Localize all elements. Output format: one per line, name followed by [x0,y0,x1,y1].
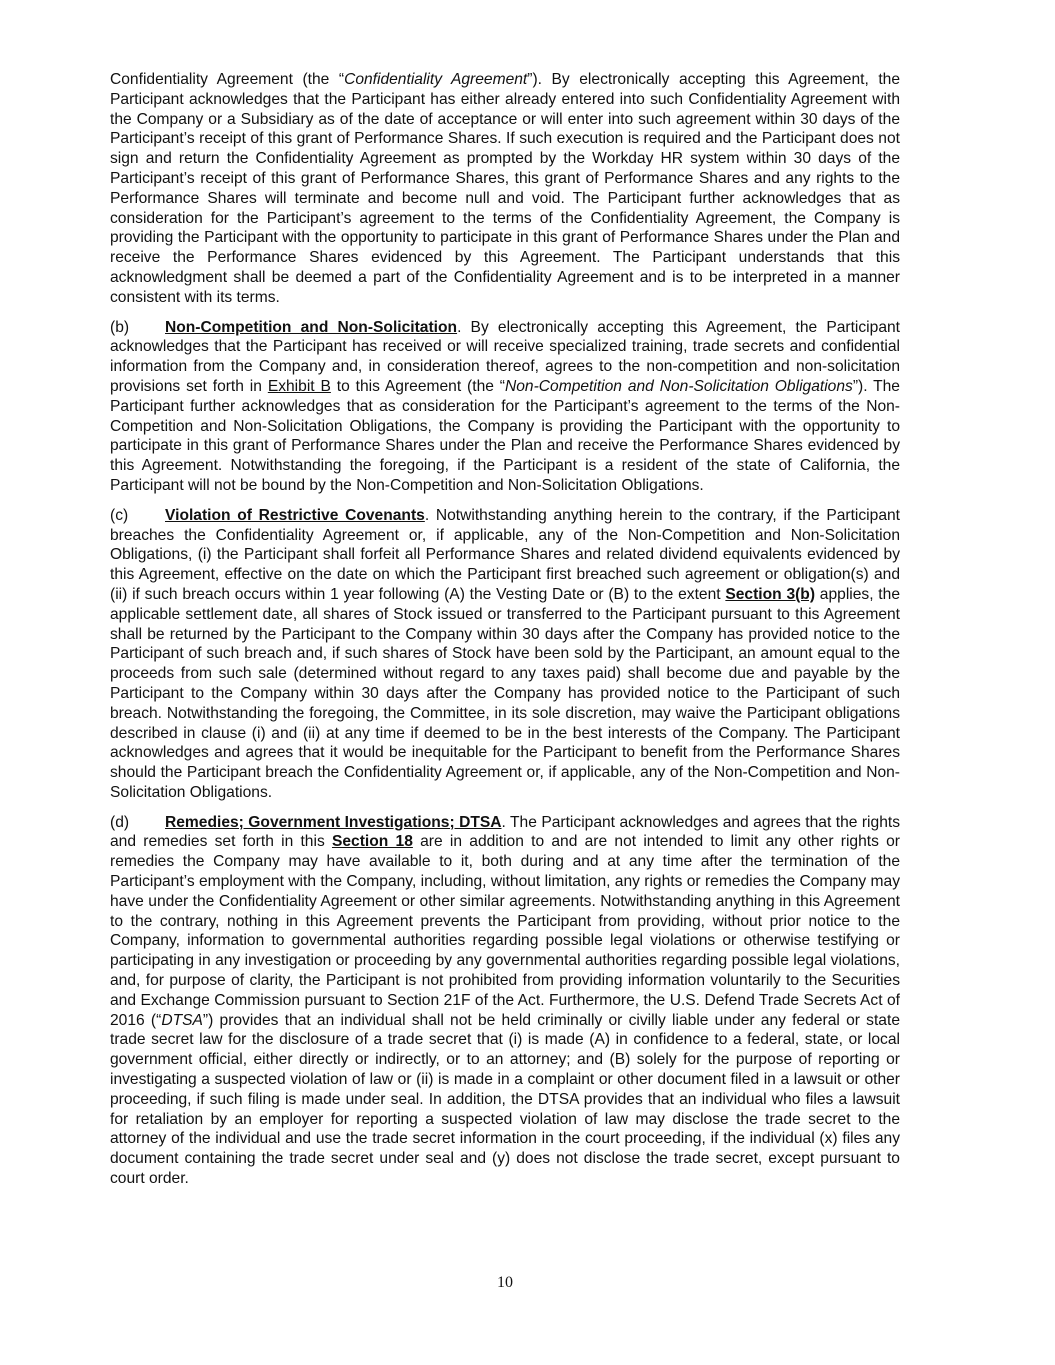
defined-term: Non-Competition and Non-Solicitation Obligations [504,377,853,395]
section-c-paragraph [110,506,900,803]
page-number: 10 [497,1274,513,1291]
section-heading: Remedies; Government Investigations; DTSA [165,813,502,831]
section-b-paragraph [110,318,900,496]
section-heading: Violation of Restrictive Covenants [165,506,425,524]
text-run: to this Agreement (the “ [330,377,505,395]
defined-term: Confidentiality Agreement [344,71,528,88]
text-run: applies, the applicable settlement date, all shares of Stock issued or transferred to the Participant pursuant to this Agreement shall be returned by the Participant to the Company within 30 days after the Company has provided notice to the Participant of such breach and, if such shares of Stock have been sold by the Participant, an amount equal to the proceeds from such sale (determined without regard to any taxes paid) shall become due and payable by the Participant to the Company within 30 days after the Company has provided notice to the Participant of such breach. Notwithstanding the foregoing, the Committee, in its sole discretion, may waive the Participant obligations described in clause (i) and (ii) at any time if deemed to be in the best interests of the Company. The Participant acknowledges and agrees that it would be inequitable for the Participant to benefit from the Performance Shares should the Participant breach the Confidentiality Agreement or, if applicable, any of the Non-Competition and Non-Solicitation Obligations. [110,585,900,801]
section-heading: Non-Competition and Non-Solicitation [165,318,458,336]
exhibit-reference: Exhibit B [267,377,331,395]
text-run: ”). The Participant further acknowledges that as consideration for the Participant’s agreement to the terms of the Non-Competition and Non-Solicitation Obligations, the Company is providing the Participant with the opportunity to participate in this grant of Performance Shares under the Plan and receive the Performance Shares evidenced by this Agreement. Notwithstanding the foregoing, if the Participant is a resident of the state of California, the Participant will not be bound by the Non-Competition and Non-Solicitation Obligations. [110,377,900,494]
defined-term: DTSA [161,1011,203,1029]
intro-paragraph [110,70,900,308]
section-d-paragraph [110,813,900,1189]
section-label: (b) [110,318,130,336]
text-run: . By electronically accepting this Agreement, the Participant acknowledges that the Participant has received or will receive specialized training, trade secrets and confidential information from the Company and, in consideration thereof, agrees to the non-competition and non-solicitation provisions set forth in [110,318,900,395]
section-reference: Section 3(b) [725,585,816,603]
text-run: are in addition to and are not intended to limit any other rights or remedies the Company may have available to it, both during and at any time after the termination of the Participant’s employment with the Company, including, without limitation, any rights or remedies the Company may have under the Confidentiality Agreement or other similar agreements. Notwithstanding anything in this Agreement to the contrary, nothing in this Agreement prevents the Participant from providing, without prior notice to the Company, information to governmental authorities regarding possible legal violations or otherwise testifying or participating in any investigation or proceeding by any governmental authorities regarding possible legal violations, and, for purpose of clarity, the Participant is not prohibited from providing information voluntarily to the Securities and Exchange Commission pursuant to Section 21F of the Act. Furthermore, the U.S. Defend Trade Secrets Act of 2016 (“ [110,833,900,1029]
section-reference: Section 18 [331,833,413,851]
document-body [110,70,900,1199]
text-run: ”). By electronically accepting this Agreement, the Participant acknowledges that the Participant has either already entered into such Confidentiality Agreement with the Company or a Subsidiary as of the date of acceptance or will enter into such agreement within 30 days of the Participant’s receipt of this grant of Performance Shares. If such execution is required and the Participant does not sign and return the Confidentiality Agreement as prompted by the Workday HR system within 30 days of the Participant’s receipt of this grant of Performance Shares, this grant of Performance Shares and any rights to the Performance Shares will terminate and become null and void. The Participant further acknowledges that as consideration for the Participant’s agreement to the terms of the Confidentiality Agreement, the Company is providing the Participant with the opportunity to participate in this grant of Performance Shares under the Plan and receive the Performance Shares evidenced by this Agreement. The Participant understands that this acknowledgment shall be deemed a part of the Confidentiality Agreement and is to be interpreted in a manner consistent with its terms. [110,71,901,306]
text-run: Confidentiality Agreement (the “ [110,71,345,88]
text-run: ”) provides that an individual shall not be held criminally or civilly liable under any federal or state trade secret law for the disclosure of a trade secret that (i) is made (A) in confidence to a federal, state, or local government official, either directly or indirectly, or to an attorney; and (B) solely for the purpose of reporting or investigating a suspected violation of law or (ii) is made in a complaint or other document filed in a lawsuit or other proceeding, if such filing is made under seal. In addition, the DTSA provides that an individual who files a lawsuit for retaliation by an employer for reporting a suspected violation of law may disclose the trade secret to the attorney of the individual and use the trade secret information in the court proceeding, if the individual (x) files any document containing the trade secret under seal and (y) does not disclose the trade secret, except pursuant to court order. [110,1011,900,1188]
text-run: . The Participant acknowledges and agrees that the rights and remedies set forth in this [110,813,900,851]
section-label: (c) [110,506,129,524]
section-label: (d) [110,813,130,831]
text-run: . Notwithstanding anything herein to the contrary, if the Participant breaches the Confidentiality Agreement or, if applicable, any of the Non-Competition and Non-Solicitation Obligations, (i) the Participant shall forfeit all Performance Shares and related dividend equivalents evidenced by this Agreement, effective on the date on which the Participant first breached such agreement or obligation(s) and (ii) if such breach occurs within 1 year following (A) the Vesting Date or (B) to the extent [110,506,900,603]
